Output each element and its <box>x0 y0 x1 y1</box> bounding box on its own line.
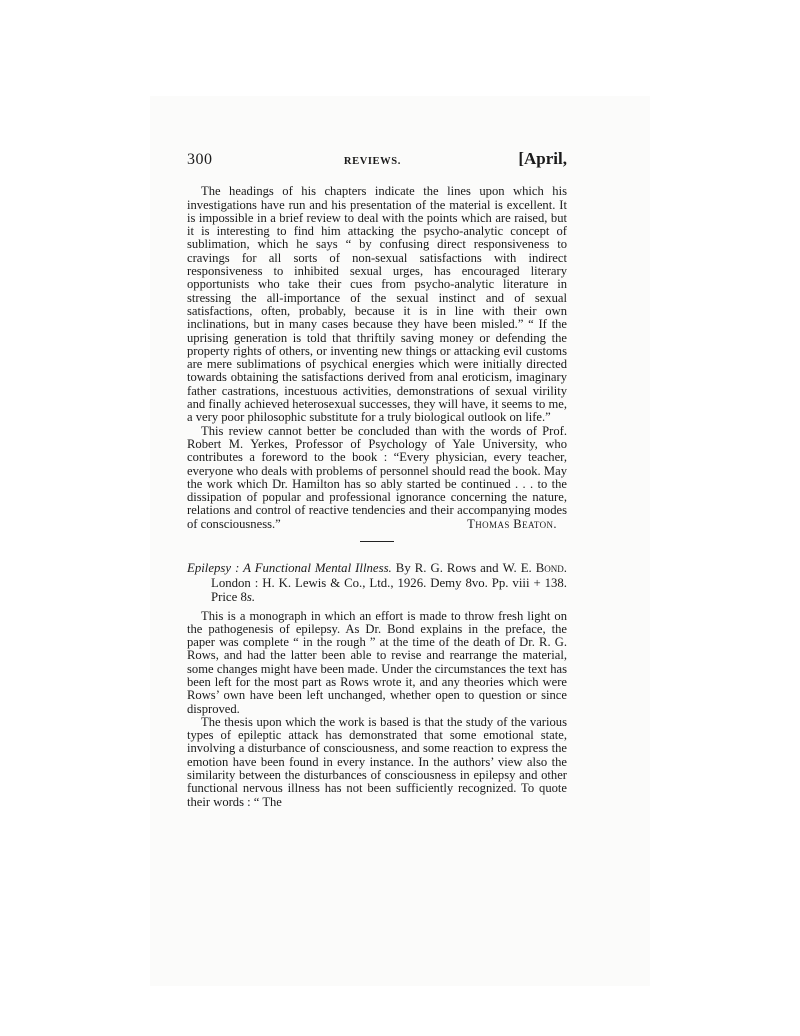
review-epilepsy <box>187 561 567 809</box>
running-head: REVIEWS. <box>343 156 401 167</box>
book-publisher: London : H. K. Lewis & Co., Ltd., 1926. Demy 8vo. Pp. viii + 138. Price 8 <box>211 575 567 605</box>
book-author: By R. G. Rows and <box>395 561 499 576</box>
review-paragraph: This is a monograph in which an effort is made to throw fresh light on the pathogenesis of epilepsy. As Dr. Bond explains in the preface, the paper was complete “ in the rough ” at the time of the death of Dr. R. G. Rows, and had the latter been able to revise and rearrange the material, some changes might have been made. Under the circumstances the text has been left for the most part as Rows wrote it, and any theories which were Rows’ own have been left unchanged, whether open to question or since disproved. <box>187 608 567 716</box>
book-title: Epilepsy : A Functional Mental Illness. <box>187 561 392 576</box>
document-page <box>187 149 567 809</box>
issue-month: [April, <box>518 149 567 168</box>
section-divider <box>360 541 394 542</box>
reviewer-signature: Thomas Beaton. <box>467 516 557 531</box>
review-paragraph: The thesis upon which the work is based is that the study of the various types of epileptic attack has demonstrated that some emotional state, involving a disturbance of consciousness, and some reaction to express the emotion have been found in every instance. In the authors’ view also the similarity between the disturbances of consciousness in epilepsy and other functional nervous illness has not been sufficiently recognized. To quote their words : “ The <box>187 714 567 809</box>
book-coauthor: W. E. Bond. <box>502 561 567 576</box>
book-price-unit: s. <box>246 590 256 605</box>
page-header <box>187 149 567 168</box>
review-hamilton <box>187 185 567 531</box>
page-number: 300 <box>187 151 213 168</box>
review-paragraph: The headings of his chapters indicate the lines upon which his investigations have run and his presentation of the material is excellent. It is impossible in a brief review to deal with the points which are raised, but it is interesting to find him attacking the psycho-analytic concept of sublimation, which he says “ by confusing direct responsiveness to cravings for all sorts of non-sexual satisfactions with indirect responsiveness to inhibited sexual urges, has encouraged literary opportunists who take their cues from psycho-analytic literature in stressing the all-importance of the sexual instinct and of sexual satisfactions, often, probably, because it is in line with their own inclinations, but in many cases because they have been misled.” “ If the uprising generation is told that thriftily saving money or defending the property rights of others, or inventing new things or attacking evil customs are mere sublimations of psychical energies which were initially directed towards obtaining the satisfactions derived from anal eroticism, imaginary father castrations, incestuous activities, demonstrations of sexual virility and finally achieved heterosexual successes, they will have, it seems to me, a very poor philosophic substitute for a truly biological outlook on life.” <box>187 184 567 425</box>
review-paragraph: This review cannot better be concluded than with the words of Prof. Robert M. Yerkes, Professor of Psychology of Yale University, who contributes a foreword to the book : “Every physician, every teacher, everyone who deals with problems of personnel should read the book. May the work which Dr. Hamilton has so ably started be continued . . . to the dissipation of popular and professional ignorance concerning the nature, relations and control of reactive tendencies and their accompanying modes of consciousness.” <box>187 423 567 531</box>
book-citation <box>187 561 567 605</box>
